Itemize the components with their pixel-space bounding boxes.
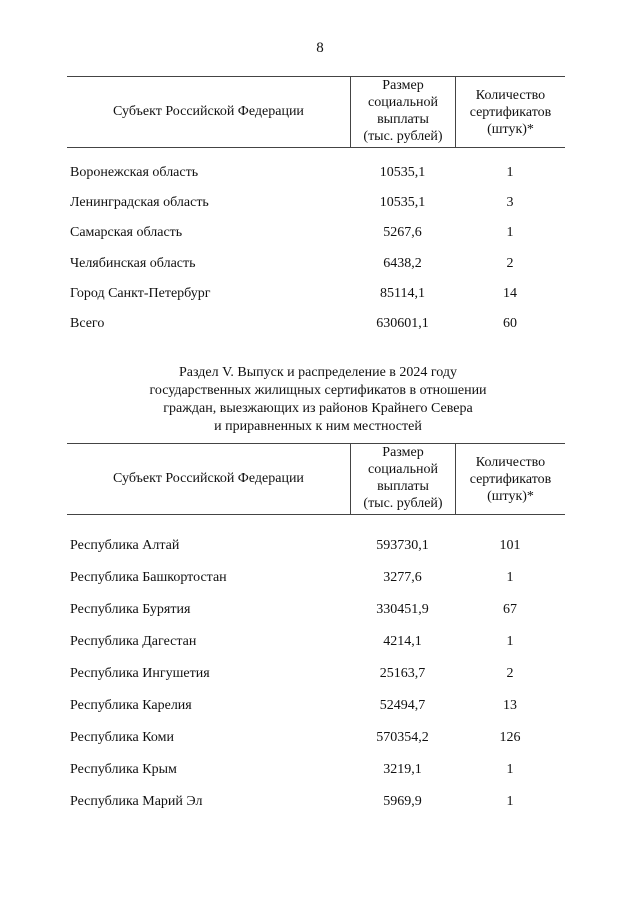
table-row bbox=[67, 536, 565, 556]
table-row bbox=[67, 193, 565, 213]
header-line: Размер bbox=[382, 444, 424, 460]
payment-amount: 630601,1 bbox=[376, 316, 429, 331]
certificate-count: 1 bbox=[506, 762, 514, 777]
subject-name: Республика Бурятия bbox=[70, 602, 191, 617]
header-line: Размер bbox=[382, 77, 424, 93]
payment-amount: 4214,1 bbox=[383, 634, 422, 649]
payment-amount: 330451,9 bbox=[376, 602, 429, 617]
header-line: (тыс. рублей) bbox=[363, 128, 443, 144]
payment-amount: 6438,2 bbox=[383, 255, 422, 271]
subject-name: Республика Дагестан bbox=[70, 634, 197, 649]
header-line: социальной bbox=[368, 461, 438, 477]
table-row bbox=[67, 632, 565, 652]
header-line: социальной bbox=[368, 94, 438, 110]
subject-name: Город Санкт-Петербург bbox=[70, 285, 211, 301]
table-row bbox=[67, 696, 565, 716]
table-row bbox=[67, 568, 565, 588]
certificate-count: 126 bbox=[499, 730, 521, 745]
header-line: выплаты bbox=[377, 111, 429, 127]
header-bottom-border bbox=[67, 514, 565, 515]
payment-amount: 3219,1 bbox=[383, 762, 422, 777]
header-count bbox=[456, 454, 565, 505]
table-top-border bbox=[67, 443, 565, 444]
table-top-border bbox=[67, 76, 565, 77]
payment-amount: 25163,7 bbox=[379, 666, 426, 681]
payment-amount: 3277,6 bbox=[383, 570, 422, 585]
subject-name: Республика Алтай bbox=[70, 538, 180, 553]
header-line: сертификатов bbox=[469, 105, 552, 120]
subject-name: Республика Карелия bbox=[70, 698, 192, 713]
subject-name: Всего bbox=[70, 316, 105, 331]
subject-name: Самарская область bbox=[70, 225, 183, 241]
header-subject: Субъект Российской Федерации bbox=[113, 470, 304, 486]
table-row bbox=[67, 600, 565, 620]
header-line: (штук)* bbox=[487, 122, 534, 137]
header-bottom-border bbox=[67, 147, 565, 148]
payment-amount: 5969,9 bbox=[383, 794, 422, 809]
certificate-count: 3 bbox=[506, 195, 514, 211]
subject-name: Республика Крым bbox=[70, 762, 177, 777]
table-row bbox=[67, 163, 565, 183]
subject-name: Республика Башкортостан bbox=[70, 570, 227, 585]
payment-amount: 10535,1 bbox=[379, 195, 426, 211]
payment-amount: 52494,7 bbox=[379, 698, 426, 713]
section-title-line: граждан, выезжающих из районов Крайнего Севера bbox=[163, 401, 473, 416]
table-row bbox=[67, 284, 565, 304]
subject-name: Республика Коми bbox=[70, 730, 174, 745]
subject-name: Республика Марий Эл bbox=[70, 794, 203, 809]
certificate-count: 14 bbox=[503, 285, 517, 301]
table-row bbox=[67, 728, 565, 748]
subject-name: Республика Ингушетия bbox=[70, 666, 210, 681]
subject-name: Челябинская область bbox=[70, 255, 196, 271]
certificate-count: 60 bbox=[503, 316, 517, 331]
certificate-count: 67 bbox=[503, 602, 517, 617]
section-title-line: Раздел V. Выпуск и распределение в 2024 году bbox=[178, 365, 458, 380]
header-count bbox=[456, 87, 565, 138]
table-row bbox=[67, 254, 565, 274]
certificate-count: 13 bbox=[503, 698, 517, 713]
page-number: 8 bbox=[316, 40, 324, 56]
certificate-count: 2 bbox=[506, 255, 514, 271]
subject-name: Воронежская область bbox=[70, 165, 199, 180]
header-payment bbox=[351, 77, 455, 145]
certificate-count: 1 bbox=[506, 225, 514, 241]
header-line: Количество bbox=[475, 455, 546, 470]
header-line: (штук)* bbox=[487, 489, 534, 504]
certificate-count: 1 bbox=[506, 634, 514, 649]
header-subject: Субъект Российской Федерации bbox=[113, 103, 304, 119]
table-row bbox=[67, 314, 565, 334]
certificate-count: 1 bbox=[506, 794, 514, 809]
header-line: (тыс. рублей) bbox=[363, 495, 443, 511]
header-line: сертификатов bbox=[469, 472, 552, 487]
header-line: выплаты bbox=[377, 478, 429, 494]
subject-name: Ленинградская область bbox=[70, 195, 209, 211]
section-title-line: и приравненных к ним местностей bbox=[214, 419, 422, 434]
payment-amount: 570354,2 bbox=[376, 730, 429, 745]
payment-amount: 10535,1 bbox=[379, 165, 426, 180]
payment-amount: 85114,1 bbox=[380, 285, 425, 301]
section-title-line: государственных жилищных сертификатов в отношении bbox=[149, 383, 487, 398]
certificate-count: 2 bbox=[506, 666, 514, 681]
table-row bbox=[67, 760, 565, 780]
certificate-count: 101 bbox=[499, 538, 521, 553]
certificate-count: 1 bbox=[506, 165, 514, 180]
header-line: Количество bbox=[475, 88, 546, 103]
table-row bbox=[67, 664, 565, 684]
payment-amount: 5267,6 bbox=[383, 225, 422, 241]
header-payment bbox=[351, 444, 455, 512]
payment-amount: 593730,1 bbox=[376, 538, 429, 553]
table-row bbox=[67, 223, 565, 243]
table-row bbox=[67, 792, 565, 812]
certificate-count: 1 bbox=[506, 570, 514, 585]
